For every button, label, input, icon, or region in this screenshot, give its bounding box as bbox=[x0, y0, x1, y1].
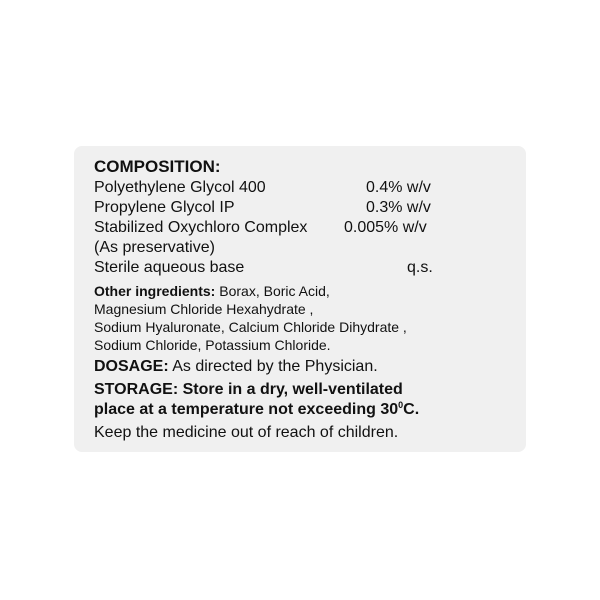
ingredient-amount: 0.005% w/v bbox=[344, 219, 427, 236]
ingredient-name: Stabilized Oxychloro Complex bbox=[94, 219, 308, 236]
composition-label-card bbox=[74, 146, 526, 452]
ingredient-amount: 0.4% w/v bbox=[366, 179, 431, 196]
dosage-label: DOSAGE: bbox=[94, 358, 169, 375]
composition-list bbox=[94, 178, 510, 278]
ingredient-name: Sterile aqueous base bbox=[94, 259, 245, 276]
dosage-text: As directed by the Physician. bbox=[168, 358, 378, 375]
storage-line: place at a temperature not exceeding $30^0C$. bbox=[94, 400, 420, 418]
other-ingredients-line: Magnesium Chloride Hexahydrate , bbox=[94, 301, 314, 317]
composition-item bbox=[94, 218, 510, 238]
ingredient-name: Propylene Glycol IP bbox=[94, 199, 235, 216]
other-ingredients-line: Other ingredients: Borax, Boric Acid, bbox=[94, 283, 330, 299]
ingredient-name: Polyethylene Glycol 400 bbox=[94, 179, 266, 196]
composition-item bbox=[94, 198, 510, 218]
other-ingredients-line: Sodium Chloride, Potassium Chloride. bbox=[94, 337, 331, 353]
other-ingredients-line: Sodium Hyaluronate, Calcium Chloride Dihydrate , bbox=[94, 319, 407, 335]
storage-instructions bbox=[94, 380, 510, 420]
keep-out-of-reach-text: Keep the medicine out of reach of children. bbox=[94, 424, 399, 441]
other-ingredients-label: Other ingredients: bbox=[94, 283, 216, 299]
ingredient-note: (As preservative) bbox=[94, 239, 215, 256]
degree-mark: 0 bbox=[398, 400, 404, 410]
other-ingredients bbox=[94, 282, 510, 354]
composition-item bbox=[94, 258, 510, 278]
ingredient-amount: 0.3% w/v bbox=[366, 199, 431, 216]
composition-item bbox=[94, 178, 510, 198]
composition-item bbox=[94, 238, 510, 258]
dosage-line bbox=[94, 357, 510, 377]
ingredient-amount: q.s. bbox=[407, 259, 433, 276]
storage-line: STORAGE: Store in a dry, well-ventilated bbox=[94, 381, 403, 398]
composition-heading: COMPOSITION: bbox=[94, 157, 221, 176]
